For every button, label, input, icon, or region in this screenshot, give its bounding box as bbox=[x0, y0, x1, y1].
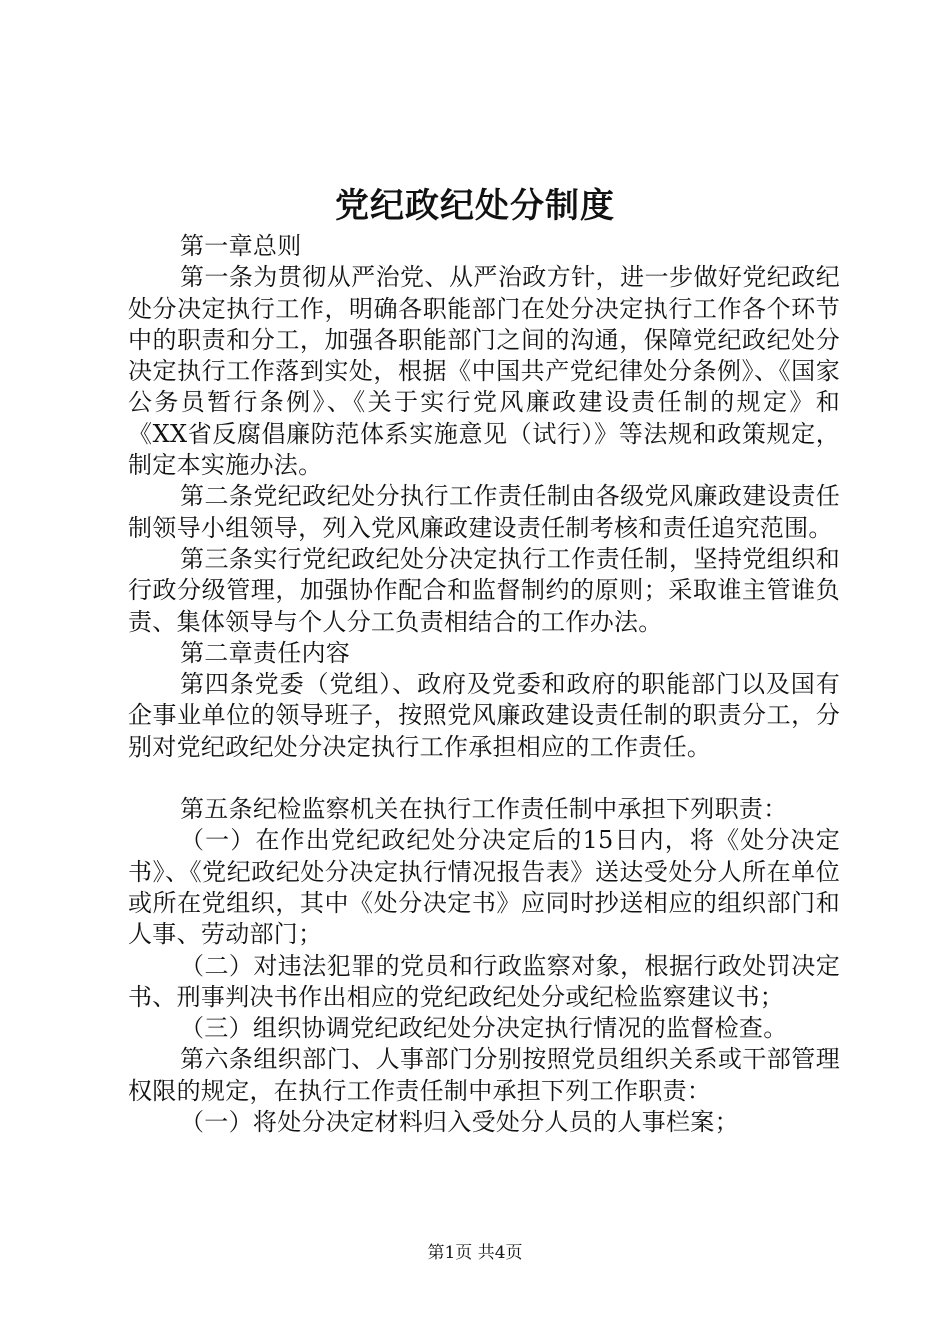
article-2-paragraph: 第二条党纪政纪处分执行工作责任制由各级党风廉政建设责任制领导小组领导，列入党风廉政建设责任制考核和责任追究范围。 bbox=[128, 482, 840, 542]
document-body bbox=[128, 231, 840, 1138]
article-5-paragraph: 第五条纪检监察机关在执行工作责任制中承担下列职责： bbox=[180, 795, 788, 824]
article-1-paragraph: 第一条为贯彻从严治党、从严治政方针，进一步做好党纪政纪处分决定执行工作，明确各职能部门在处分决定执行工作各个环节中的职责和分工，加强各职能部门之间的沟通，保障党纪政纪处分决定执行工作落到实处，根据《中国共产党纪律处分条例》、《国家公务员暂行条例》、《关于实行党风廉政建设责任制的规定》和《XX省反腐倡廉防范体系实施意见（试行）》等法规和政策规定，制定本实施办法。 bbox=[128, 263, 840, 480]
article-5-item-3: （三）组织协调党纪政纪处分决定执行情况的监督检查。 bbox=[180, 1014, 788, 1043]
page-footer: 第1页 共4页 bbox=[427, 1243, 523, 1263]
article-5-item-1: （一）在作出党纪政纪处分决定后的15日内，将《处分决定书》、《党纪政纪处分决定执行情况报告表》送达受处分人所在单位或所在党组织，其中《处分决定书》应同时抄送相应的组织部门和人事、劳动部门； bbox=[128, 826, 840, 949]
article-5-item-2: （二）对违法犯罪的党员和行政监察对象，根据行政处罚决定书、刑事判决书作出相应的党纪政纪处分或纪检监察建议书； bbox=[128, 951, 840, 1011]
article-6-item-1: （一）将处分决定材料归入受处分人员的人事栏案； bbox=[180, 1108, 739, 1137]
chapter-heading-2: 第二章责任内容 bbox=[180, 638, 351, 667]
article-4-paragraph: 第四条党委（党组）、政府及党委和政府的职能部门以及国有企事业单位的领导班子，按照党风廉政建设责任制的职责分工，分别对党纪政纪处分决定执行工作承担相应的工作责任。 bbox=[128, 670, 840, 761]
document-title: 党纪政纪处分制度 bbox=[335, 186, 615, 226]
chapter-heading-1: 第一章总则 bbox=[180, 232, 302, 260]
article-3-paragraph: 第三条实行党纪政纪处分决定执行工作责任制，坚持党组织和行政分级管理，加强协作配合和监督制约的原则；采取谁主管谁负责、集体领导与个人分工负责相结合的工作办法。 bbox=[128, 544, 840, 636]
article-6-paragraph: 第六条组织部门、人事部门分别按照党员组织关系或干部管理权限的规定，在执行工作责任制中承担下列工作职责： bbox=[128, 1045, 840, 1105]
